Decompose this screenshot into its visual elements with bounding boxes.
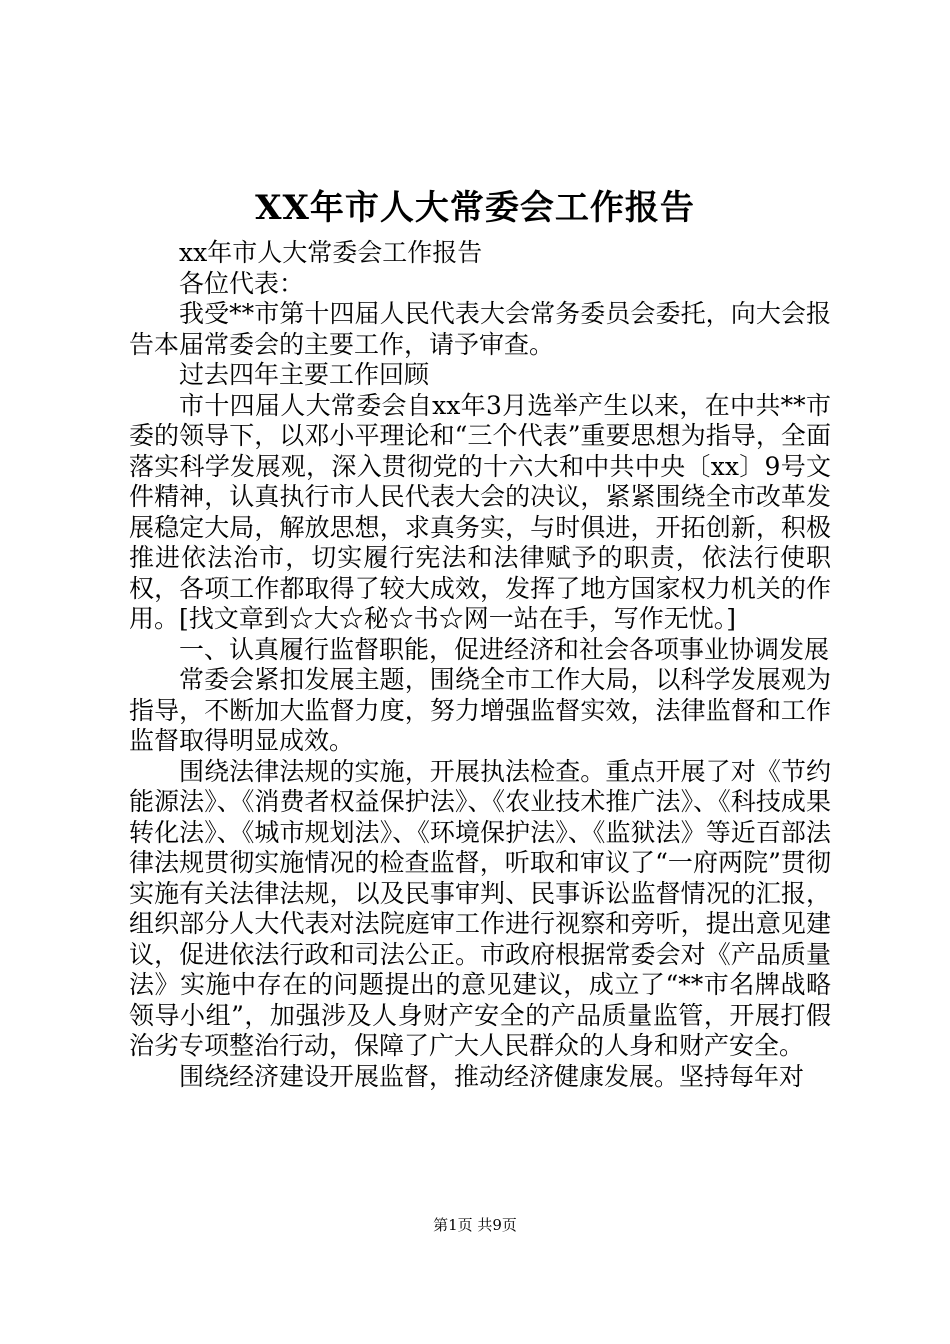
paragraph: 常委会紧扣发展主题，围绕全市工作大局，以科学发展观为指导，不断加大监督力度，努力增强监督实效，法律监督和工作监督取得明显成效。 — [129, 665, 831, 755]
paragraph: 我受**市第十四届人民代表大会常务委员会委托，向大会报告本届常委会的主要工作，请予审查。 — [129, 299, 831, 359]
document-title: XX年市人大常委会工作报告 — [255, 188, 695, 228]
paragraph: 围绕法律法规的实施，开展执法检查。重点开展了对《节约能源法》、《消费者权益保护法》、《农业技术推广法》、《科技成果转化法》、《城市规划法》、《环境保护法》、《监狱法》等近百部法律法规贯彻实施情况的检查监督，听取和审议了“一府两院”贯彻实施有关法律法规，以及民事审判、民事诉讼监督情况的汇报，组织部分人大代表对法院庭审工作进行视察和旁听，提出意见建议，促进依法行政和司法公正。市政府根据常委会对《产品质量法》实施中存在的问题提出的意见建议，成立了“**市名牌战略领导小组”，加强涉及人身财产安全的产品质量监管，开展打假治劣专项整治行动，保障了广大人民群众的人身和财产安全。 — [129, 756, 831, 1060]
section-heading: 一、认真履行监督职能，促进经济和社会各项事业协调发展 — [179, 634, 830, 664]
paragraph: xx年市人大常委会工作报告 — [179, 238, 483, 267]
page-footer: 第1页 共9页 — [433, 1216, 517, 1234]
document-body — [129, 238, 831, 1092]
paragraph: 市十四届人大常委会自xx年3月选举产生以来，在中共**市委的领导下，以邓小平理论和“三个代表”重要思想为指导，全面落实科学发展观，深入贯彻党的十六大和中共中央〔xx〕9号文件精神，认真执行市人民代表大会的决议，紧紧围绕全市改革发展稳定大局，解放思想，求真务实，与时俱进，开拓创新，积极推进依法治市，切实履行宪法和法律赋予的职责，依法行使职权，各项工作都取得了较大成效，发挥了地方国家权力机关的作用。[找文章到☆大☆秘☆书☆网一站在手，写作无忧。] — [129, 390, 831, 633]
paragraph: 围绕经济建设开展监督，推动经济健康发展。坚持每年对 — [179, 1061, 805, 1091]
section-heading: 过去四年主要工作回顾 — [179, 360, 430, 389]
paragraph: 各位代表： — [179, 268, 305, 298]
